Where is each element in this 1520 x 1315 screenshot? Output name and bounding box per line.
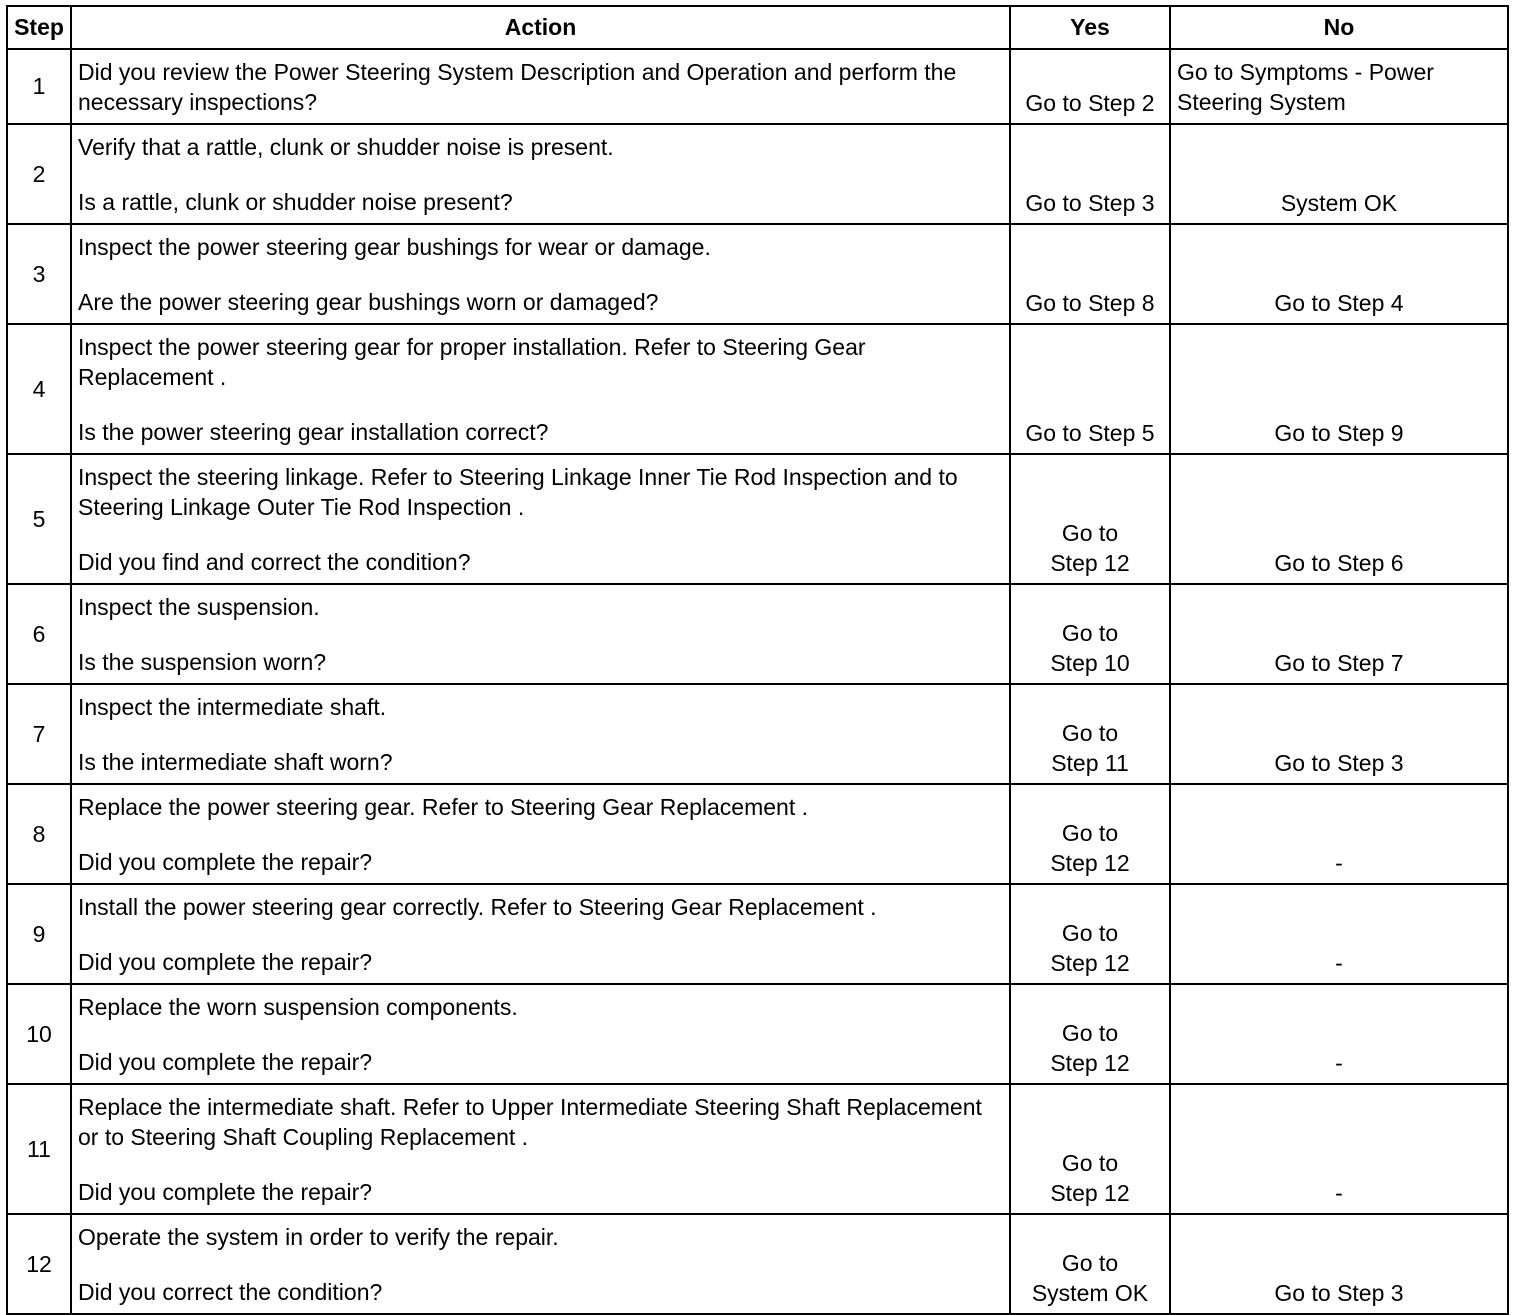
yes-text-line1: Go to [1061,620,1119,646]
no-cell [1170,584,1508,684]
no-cell [1170,884,1508,984]
table-row [7,49,1508,124]
no-cell [1170,684,1508,784]
step-number: 3 [7,224,71,324]
action-text: Replace the intermediate shaft. Refer to Upper Intermediate Steering Shaft Replacement or to Steering Shaft Coupling Replacement . [78,1094,982,1150]
table-row [7,784,1508,884]
table-row [7,1214,1508,1314]
question-text: Is a rattle, clunk or shudder noise present? [78,189,513,215]
yes-cell [1010,49,1170,124]
diagnostic-table [6,5,1509,1315]
no-cell [1170,1084,1508,1214]
no-cell [1170,224,1508,324]
yes-text: Go to Step 5 [1025,420,1155,446]
action-text: Operate the system in order to verify the repair. [78,1224,559,1250]
question-text: Did you complete the repair? [78,849,373,875]
yes-text-line1: Go to [1061,1150,1119,1176]
yes-text-line2: Step 10 [1050,650,1130,676]
yes-text-line2: Step 11 [1051,750,1129,776]
header-action: Action [71,6,1010,49]
action-cell [71,324,1010,454]
action-cell [71,684,1010,784]
step-number: 4 [7,324,71,454]
step-number: 6 [7,584,71,684]
no-cell [1170,1214,1508,1314]
step-number: 2 [7,124,71,224]
yes-text-line2: Step 12 [1050,850,1130,876]
table-row [7,884,1508,984]
no-text: System OK [1280,190,1398,216]
yes-text-line2: Step 12 [1050,1180,1130,1206]
header-step: Step [7,6,71,49]
no-cell [1170,49,1508,124]
step-number: 9 [7,884,71,984]
yes-text-line1: Go to [1061,1250,1119,1276]
question-text: Did you complete the repair? [78,949,373,975]
question-text: Did you complete the repair? [78,1049,373,1075]
header-yes: Yes [1010,6,1170,49]
yes-text-line1: Go to [1061,820,1119,846]
no-text: Go to Step 9 [1274,420,1404,446]
action-cell [71,224,1010,324]
step-number: 12 [7,1214,71,1314]
no-text: - [1335,850,1343,876]
no-cell [1170,984,1508,1084]
action-cell [71,884,1010,984]
table-row [7,984,1508,1084]
table-row [7,584,1508,684]
table-row [7,224,1508,324]
no-text: - [1335,950,1343,976]
table-row [7,454,1508,584]
yes-text: Go to Step 8 [1025,290,1155,316]
yes-cell [1010,884,1170,984]
yes-cell [1010,984,1170,1084]
yes-cell [1010,584,1170,684]
action-cell [71,784,1010,884]
yes-text-line1: Go to [1061,1020,1119,1046]
yes-text-line2: Step 12 [1050,950,1130,976]
action-cell [71,1214,1010,1314]
yes-cell [1010,1084,1170,1214]
step-number: 11 [7,1084,71,1214]
no-text: Go to Step 3 [1274,750,1404,776]
question-text: Did you correct the condition? [78,1279,383,1305]
question-text: Are the power steering gear bushings worn or damaged? [78,289,659,315]
yes-text-line2: Step 12 [1050,1050,1130,1076]
question-text: Is the suspension worn? [78,649,327,675]
question-text: Did you complete the repair? [78,1179,373,1205]
no-text: - [1335,1050,1343,1076]
table-row [7,684,1508,784]
no-cell [1170,124,1508,224]
header-no: No [1170,6,1508,49]
yes-cell [1010,324,1170,454]
action-text: Did you review the Power Steering System Description and Operation and perform the necessary inspections? [78,59,957,115]
action-text: Install the power steering gear correctly. Refer to Steering Gear Replacement . [78,894,877,920]
action-text: Replace the power steering gear. Refer to Steering Gear Replacement . [78,794,809,820]
step-number: 1 [7,49,71,124]
action-cell [71,454,1010,584]
table-row [7,1084,1508,1214]
action-text: Inspect the power steering gear bushings for wear or damage. [78,234,711,260]
yes-text: Go to Step 3 [1025,190,1155,216]
step-number: 7 [7,684,71,784]
yes-text: Go to Step 2 [1025,90,1155,116]
yes-cell [1010,784,1170,884]
yes-cell [1010,1214,1170,1314]
step-number: 8 [7,784,71,884]
yes-text-line1: Go to [1061,720,1119,746]
step-number: 10 [7,984,71,1084]
no-cell [1170,454,1508,584]
no-text: - [1335,1180,1343,1206]
action-text: Inspect the power steering gear for proper installation. Refer to Steering Gear Replacement . [78,334,866,390]
table-row [7,324,1508,454]
yes-text-line2: Step 12 [1050,550,1130,576]
yes-cell [1010,454,1170,584]
no-text: Go to Step 3 [1274,1280,1404,1306]
action-text: Verify that a rattle, clunk or shudder noise is present. [78,134,614,160]
action-text: Inspect the intermediate shaft. [78,694,387,720]
action-cell [71,124,1010,224]
action-text: Inspect the suspension. [78,594,320,620]
yes-cell [1010,224,1170,324]
question-text: Did you find and correct the condition? [78,549,471,575]
question-text: Is the intermediate shaft worn? [78,749,393,775]
table-row [7,124,1508,224]
action-cell [71,1084,1010,1214]
action-cell [71,984,1010,1084]
yes-text-line1: Go to [1061,920,1119,946]
yes-cell [1010,684,1170,784]
yes-text-line1: Go to [1061,520,1119,546]
action-cell [71,584,1010,684]
action-cell [71,49,1010,124]
no-cell [1170,324,1508,454]
no-cell [1170,784,1508,884]
no-text: Go to Step 4 [1274,290,1404,316]
header-row [7,6,1508,49]
yes-text-line2: System OK [1031,1280,1149,1306]
question-text: Is the power steering gear installation correct? [78,419,549,445]
step-number: 5 [7,454,71,584]
no-text: Go to Step 6 [1274,550,1404,576]
no-text: Go to Step 7 [1274,650,1404,676]
action-text: Inspect the steering linkage. Refer to Steering Linkage Inner Tie Rod Inspection and to Steering Linkage Outer Tie Rod Inspection . [78,464,958,520]
no-text: Go to Symptoms - Power Steering System [1177,59,1434,115]
action-text: Replace the worn suspension components. [78,994,518,1020]
yes-cell [1010,124,1170,224]
